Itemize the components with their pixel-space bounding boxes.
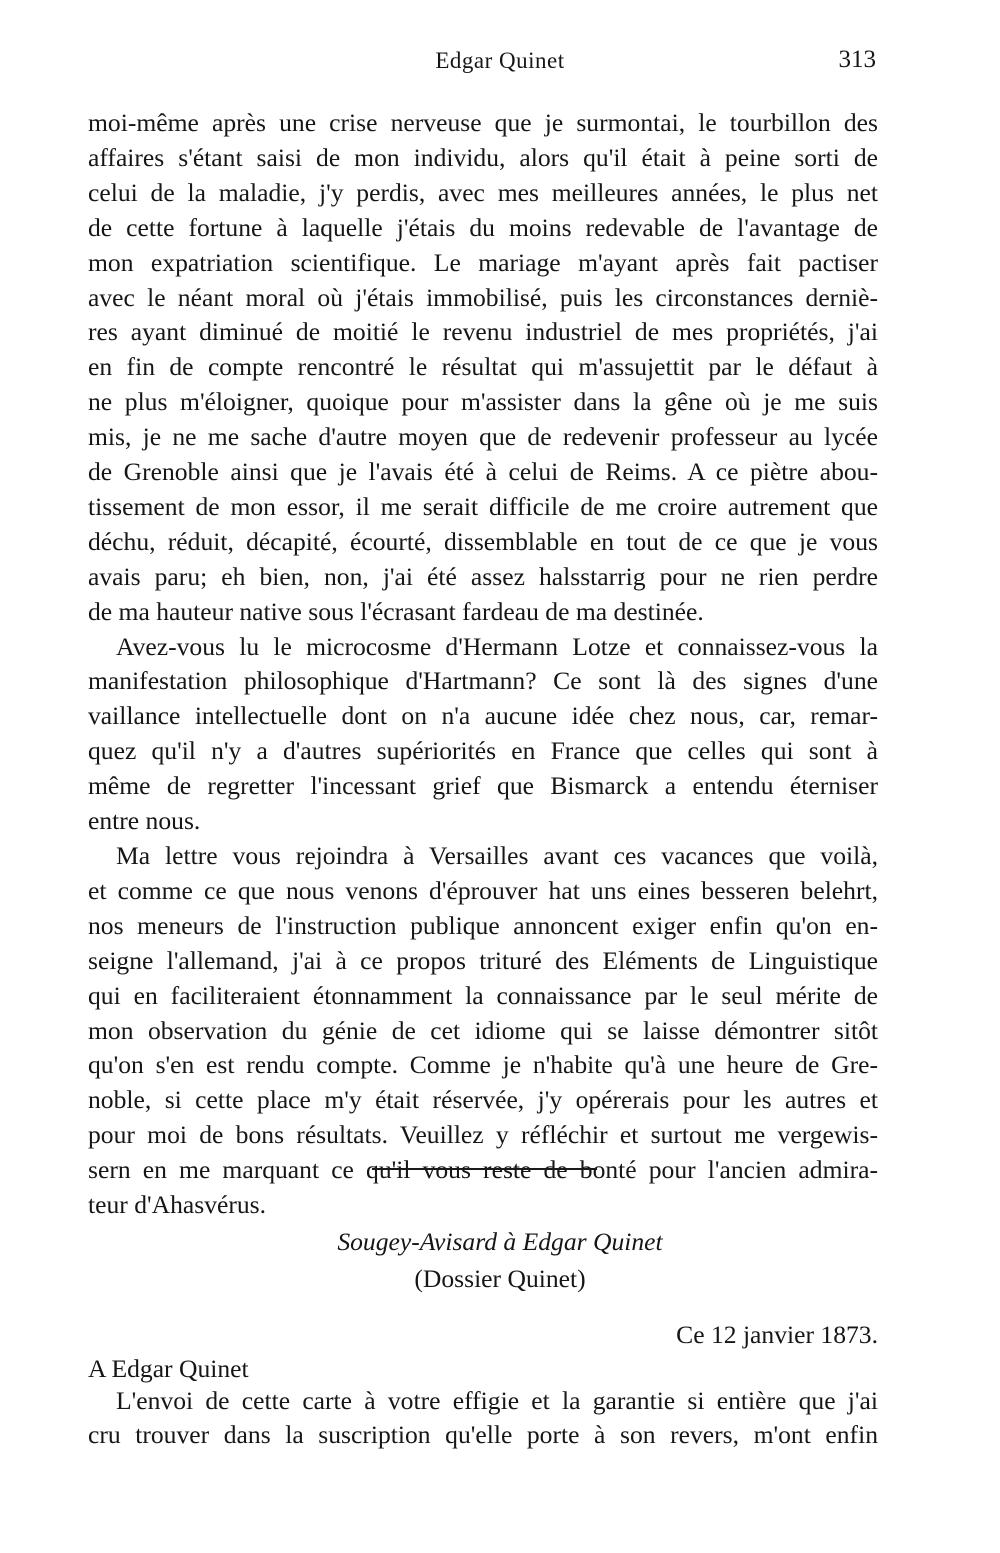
text-line: teur d'Ahasvérus.	[88, 1190, 267, 1220]
running-header-title: Edgar Quinet	[435, 48, 565, 73]
text-line: Ma lettre vous rejoindra à Versailles avant ces vacances que voilà,	[116, 841, 878, 870]
letter-body	[88, 1384, 878, 1452]
letter-heading: Sougey-Avisard à Edgar Quinet	[337, 1227, 663, 1256]
text-line: déchu, réduit, décapité, écourté, dissemblable en tout de ce que je vous	[88, 526, 878, 556]
text-line: affaires s'étant saisi de mon individu, alors qu'il était à peine sorti de	[88, 142, 878, 172]
text-line: de cette fortune à laquelle j'étais du moins redevable de l'avantage de	[88, 212, 878, 242]
letter-date: Ce 12 janvier 1873.	[676, 1320, 878, 1349]
text-line: mis, je ne me sache d'autre moyen que de redevenir professeur au lycée	[88, 422, 878, 452]
text-line: tissement de mon essor, il me serait difficile de me croire autrement que	[88, 491, 878, 521]
text-line: Avez-vous lu le microcosme d'Hermann Lotze et connaissez-vous la	[116, 631, 878, 661]
text-line: vaillance intellectuelle dont on n'a aucune idée chez nous, car, remar-	[88, 701, 878, 731]
text-line: ne plus m'éloigner, quoique pour m'assister dans la gêne où je me suis	[88, 387, 878, 417]
text-line: et comme ce que nous venons d'éprouver hat uns eines besseren belehrt,	[88, 875, 878, 905]
text-line: en fin de compte rencontré le résultat qui m'assujettit par le défaut à	[88, 352, 878, 382]
text-line: mon observation du génie de cet idiome qui se laisse démontrer sitôt	[88, 1015, 878, 1045]
text-line: celui de la maladie, j'y perdis, avec mes meilleures années, le plus net	[88, 177, 878, 207]
text-line: L'envoi de cette carte à votre effigie et la garantie si entière que j'ai	[116, 1386, 878, 1415]
text-line: seigne l'allemand, j'ai à ce propos trituré des Eléments de Linguistique	[88, 945, 878, 975]
page-number: 313	[838, 46, 876, 73]
text-line: nos meneurs de l'instruction publique annoncent exiger enfin qu'on en-	[88, 910, 878, 940]
text-line: qui en faciliteraient étonnamment la connaissance par le seul mérite de	[88, 980, 878, 1010]
text-line: avais paru; eh bien, non, j'ai été assez halsstarrig pour ne rien perdre	[88, 561, 878, 591]
text-line: noble, si cette place m'y était réservée, j'y opérerais pour les autres et	[88, 1085, 878, 1115]
text-line: moi-même après une crise nerveuse que je surmontai, le tourbillon des	[88, 108, 878, 137]
text-line: même de regretter l'incessant grief que Bismarck a entendu éterniser	[88, 771, 878, 801]
paragraph-1	[88, 106, 878, 630]
text-line: quez qu'il n'y a d'autres supériorités en France que celles qui sont à	[88, 736, 878, 766]
text-line: de Grenoble ainsi que je l'avais été à celui de Reims. A ce piètre abou-	[88, 457, 878, 487]
letter-salutation: A Edgar Quinet	[88, 1354, 249, 1383]
letter-source: (Dossier Quinet)	[414, 1264, 586, 1293]
section-divider	[372, 1168, 597, 1170]
text-line: cru trouver dans la suscription qu'elle porte à son revers, m'ont enfin	[88, 1420, 878, 1449]
text-line: de ma hauteur native sous l'écrasant fardeau de ma destinée.	[88, 596, 704, 626]
text-line: entre nous.	[88, 806, 201, 836]
text-line: res ayant diminué de moitié le revenu industriel de mes propriétés, j'ai	[88, 317, 878, 347]
paragraph-3	[88, 839, 878, 1223]
text-line: mon expatriation scientifique. Le mariage m'ayant après fait pactiser	[88, 247, 878, 277]
paragraph-2	[88, 630, 878, 839]
text-line: manifestation philosophique d'Hartmann? Ce sont là des signes d'une	[88, 666, 878, 696]
text-line: qu'on s'en est rendu compte. Comme je n'habite qu'à une heure de Gre-	[88, 1050, 878, 1080]
text-line: pour moi de bons résultats. Veuillez y réfléchir et surtout me vergewis-	[88, 1120, 878, 1150]
text-line: sern en me marquant ce qu'il vous reste de bonté pour l'ancien admira-	[88, 1155, 878, 1185]
text-line: avec le néant moral où j'étais immobilisé, puis les circonstances derniè-	[88, 282, 878, 312]
